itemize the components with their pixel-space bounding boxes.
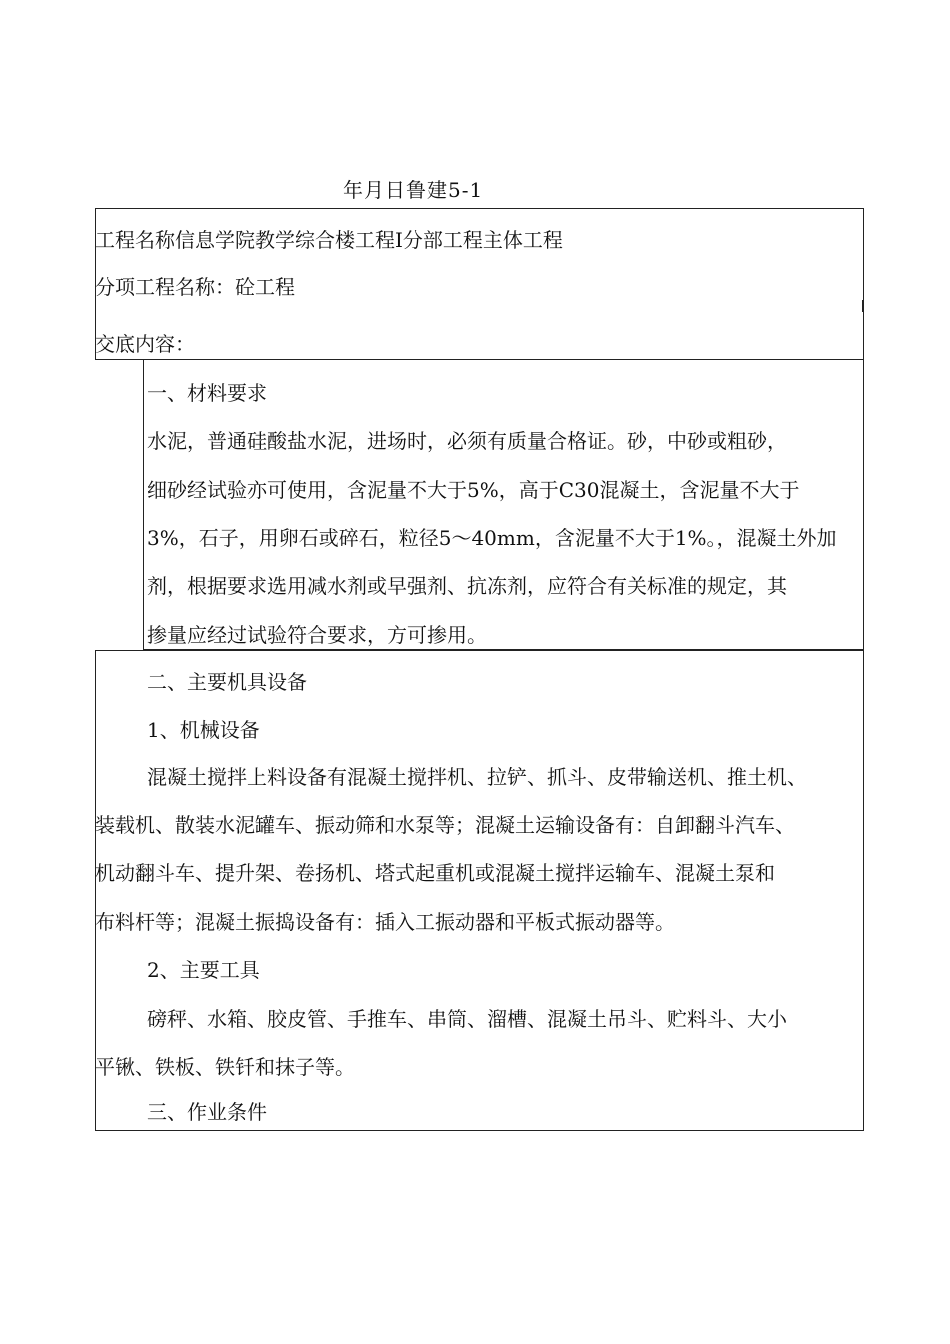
materials-line: 掺量应经过试验符合要求，方可掺用。 [147, 623, 487, 647]
materials-line: 细砂经试验亦可使用，含泥量不大于5%，高于C30混凝土，含泥量不大于 [147, 478, 800, 502]
content-label: 交底内容： [95, 332, 195, 356]
equipment-heading: 二、主要机具设备 [147, 670, 307, 694]
machinery-line: 装载机、散装水泥罐车、振动筛和水泵等；混凝土运输设备有：自卸翻斗汽车、 [95, 813, 795, 837]
tools-subheading: 2、主要工具 [147, 958, 260, 982]
document-code-line: 年月日鲁建5-1 [343, 178, 484, 202]
machinery-line: 布料杆等；混凝土振捣设备有：插入工振动器和平板式振动器等。 [95, 910, 675, 934]
materials-line: 水泥，普通硅酸盐水泥，进场时，必须有质量合格证。砂，中砂或粗砂， [147, 429, 787, 453]
subproject-name-line: 分项工程名称：砼工程 [95, 275, 295, 299]
machinery-line: 机动翻斗车、提升架、卷扬机、塔式起重机或混凝土搅拌运输车、混凝土泵和 [95, 861, 775, 885]
project-name-line: 工程名称信息学院教学综合楼工程Ⅰ分部工程主体工程 [95, 228, 563, 252]
tools-line: 磅秤、水箱、胶皮管、手推车、串筒、溜槽、混凝土吊斗、贮料斗、大小 [147, 1007, 787, 1031]
materials-heading: 一、材料要求 [147, 381, 267, 405]
machinery-line: 混凝土搅拌上料设备有混凝土搅拌机、拉铲、抓斗、皮带输送机、推土机、 [147, 765, 807, 789]
materials-line: 剂，根据要求选用减水剂或早强剂、抗冻剂，应符合有关标准的规定，其 [147, 574, 787, 598]
table-edge-mark [862, 300, 863, 312]
conditions-heading: 三、作业条件 [147, 1100, 267, 1124]
machinery-subheading: 1、机械设备 [147, 718, 260, 742]
materials-line: 3%，石子，用卵石或碎石，粒径5～40mm，含泥量不大于1%。，混凝土外加 [147, 526, 837, 550]
tools-line: 平锹、铁板、铁钎和抹子等。 [95, 1055, 355, 1079]
